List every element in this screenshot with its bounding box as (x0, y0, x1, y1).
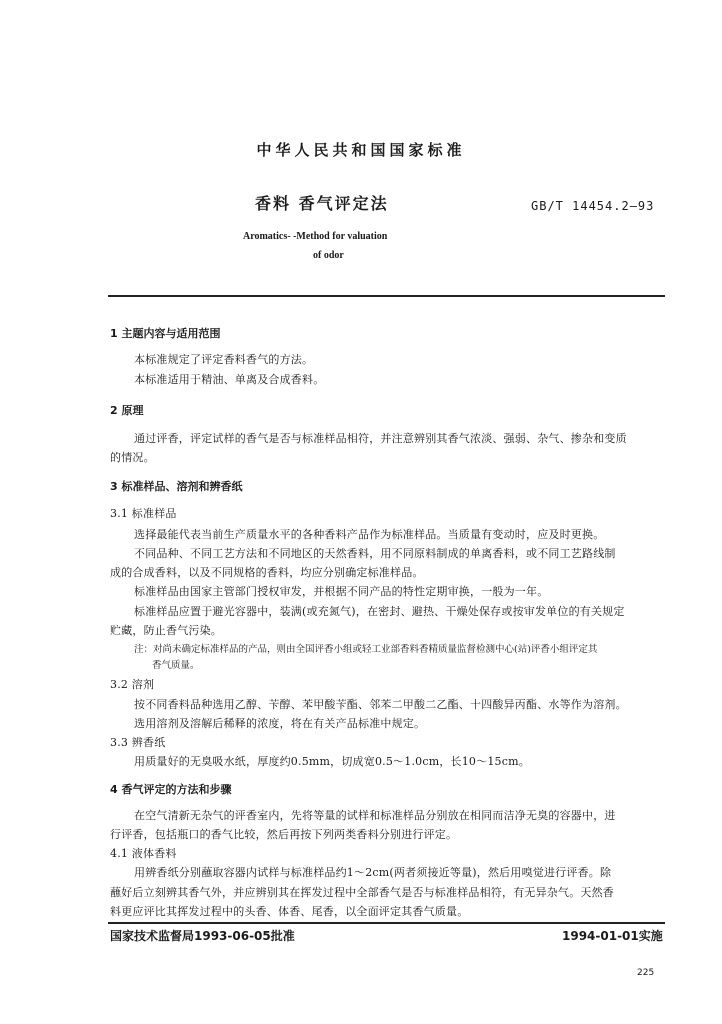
section-4-line-1: 在空气清新无杂气的评香室内，先将等量的试样和标准样品分别放在相同而洁净无臭的容器中，进 (134, 809, 616, 822)
section-3-2-line-2: 选用溶剂及溶解后稀释的浓度，将在有关产品标准中规定。 (134, 717, 426, 730)
section-3-1-line-5: 标准样品应置于避光容器中，装满(或充氮气)，在密封、避热、干燥处保存或按审发单位的有关规定 (134, 605, 625, 618)
implementation-date: 1994-01-01实施 (562, 929, 663, 943)
english-title-line-2: of odor (313, 250, 344, 261)
section-2-heading: 2 原理 (110, 404, 144, 417)
approval-date: 国家技术监督局1993-06-05批准 (110, 929, 295, 943)
section-4-line-2: 行评香，包括瓶口的香气比较，然后再按下列两类香料分别进行评定。 (110, 828, 458, 841)
footer-divider (108, 922, 665, 924)
section-3-1-line-4: 标准样品由国家主管部门授权审发，并根据不同产品的特性定期审换，一般为一年。 (134, 585, 549, 598)
document-header: 中华人民共和国国家标准 (256, 141, 466, 159)
document-title: 香料 香气评定法 (255, 194, 389, 213)
section-4-1-line-3: 料更应评比其挥发过程中的头香、体香、尾香，以全面评定其香气质量。 (110, 905, 469, 918)
section-3-1-line-1: 选择最能代表当前生产质量水平的各种香料产品作为标准样品。当质量有变动时，应及时更换。 (134, 528, 605, 541)
section-4-1-line-2: 蘸好后立刻辨其香气外，并应辨别其在挥发过程中全部香气是否与标准样品相符，有无异杂气。天然香 (110, 886, 614, 899)
section-3-2-heading: 3.2 溶剂 (110, 678, 155, 691)
section-4-heading: 4 香气评定的方法和步骤 (110, 783, 232, 796)
section-2-line-2: 的情况。 (110, 451, 155, 464)
section-1-line-1: 本标准规定了评定香料香气的方法。 (134, 353, 314, 366)
section-4-1-line-1: 用辨香纸分别蘸取容器内试样与标准样品约1～2cm(两者须接近等量)，然后用嗅觉进行评香。除 (134, 866, 612, 879)
section-3-2-line-1: 按不同香料品种选用乙醇、苄醇、苯甲酸苄酯、邻苯二甲酸二乙酯、十四酸异丙酯、水等作为溶剂。 (134, 698, 627, 711)
section-1-line-2: 本标准适用于精油、单离及合成香料。 (134, 373, 325, 386)
section-3-1-note-line-1: 注：对尚未确定标准样品的产品，则由全国评香小组或轻工业部香料香精质量监督检测中心(站)评香小组评定其 (134, 644, 598, 655)
section-3-1-heading: 3.1 标准样品 (110, 507, 177, 520)
english-title-line-1: Aromatics- -Method for valuation (243, 231, 388, 242)
section-3-3-heading: 3.3 辨香纸 (110, 736, 166, 749)
page-number: 225 (637, 968, 655, 978)
section-4-1-heading: 4.1 液体香料 (110, 847, 177, 860)
section-1-heading: 1 主题内容与适用范围 (110, 327, 221, 340)
section-3-3-line-1: 用质量好的无臭吸水纸，厚度约0.5mm，切成宽0.5～1.0cm，长10～15cm。 (134, 755, 530, 768)
section-3-1-line-3: 成的合成香料，以及不同规格的香料，均应分别确定标准样品。 (110, 566, 424, 579)
section-3-1-note-line-2: 香气质量。 (152, 660, 200, 671)
standard-number: GB/T 14454.2—93 (531, 199, 655, 213)
section-3-heading: 3 标准样品、溶剂和辨香纸 (110, 480, 243, 493)
section-3-1-line-6: 贮藏，防止香气污染。 (110, 624, 222, 637)
section-2-line-1: 通过评香，评定试样的香气是否与标准样品相符，并注意辨别其香气浓淡、强弱、杂气、掺杂和变质 (134, 432, 627, 445)
header-divider (108, 295, 665, 297)
section-3-1-line-2: 不同品种、不同工艺方法和不同地区的天然香料，用不同原料制成的单离香料，或不同工艺路线制 (134, 547, 616, 560)
